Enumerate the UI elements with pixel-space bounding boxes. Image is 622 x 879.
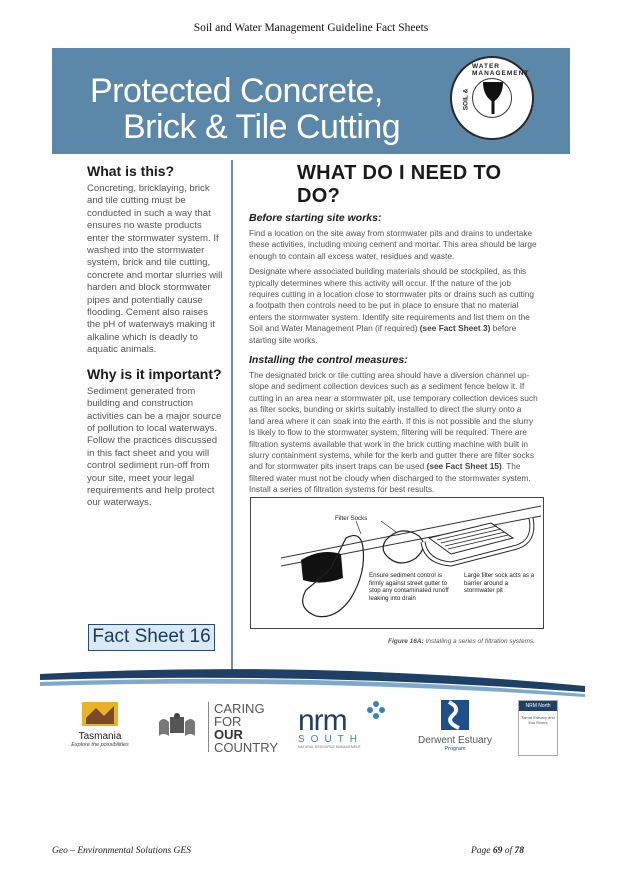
- derwent-sub: Program: [444, 746, 466, 752]
- caring-for-our-country-logo: [208, 701, 279, 755]
- partner-logos: [0, 690, 622, 760]
- australian-government-crest-icon: [155, 712, 199, 742]
- figure-caption: Figure 16A: Installing a series of filtration systems.: [388, 638, 536, 645]
- nrm-north-tamar-logo: [518, 700, 558, 756]
- filter-socks-drawing: [251, 498, 543, 628]
- derwent-name: Derwent Estuary: [418, 735, 492, 746]
- left-column: [87, 163, 223, 519]
- right-column: [249, 162, 539, 500]
- label-large-filter-sock: Large filter sock acts as a barrier around a stormwater pit: [464, 572, 535, 594]
- page-header: Soil and Water Management Guideline Fact Sheets: [193, 22, 429, 34]
- caring-line-3: OUR: [214, 727, 243, 742]
- fact-sheet-15-ref: (see Fact Sheet 15): [426, 461, 502, 472]
- fact-sheet-label: Fact Sheet 16: [88, 624, 215, 651]
- derwent-estuary-logo: [415, 700, 495, 752]
- caring-line-1: CARING: [214, 701, 265, 716]
- footer-page-number: Page 69 of 78: [470, 846, 524, 856]
- before-heading: Before starting site works:: [249, 212, 382, 224]
- tasmania-logo: [70, 698, 130, 748]
- soil-water-management-logo: [450, 56, 534, 140]
- why-heading: Why is it important?: [87, 365, 222, 382]
- shovel-icon: [480, 80, 506, 116]
- footer-organization: Geo – Environmental Solutions GES: [52, 846, 191, 856]
- nrm-small: NATURAL RESOURCE MANAGEMENT: [298, 745, 361, 749]
- tasmania-tagline: Explore the possibilities: [71, 742, 129, 748]
- what-heading: What is this?: [87, 163, 175, 179]
- before-paragraph-2: Designate where associated building materials should be stockpiled, as this typically determines where this activity will occur. If the nature of the job requires cutting in a location close to stormwater pits or drains such as cutting a footpath then controls need to be put in place to ensure that no material enters the stormwater system. Identify site requirements and list them on the Soil and Water Management Plan (if required) (see Fact Sheet 3) before starting site works.: [249, 266, 534, 345]
- caring-line-4: COUNTRY: [214, 740, 279, 755]
- nrm-main: nrm: [298, 704, 347, 737]
- tasmania-name: Tasmania: [78, 731, 122, 742]
- before-paragraph-1: Find a location on the site away from stormwater pits and drains to undertake these activities, including mixing cement and mortar. This area should be large enough to contain all excess water, residues and waste.: [249, 228, 537, 261]
- title-line-1: Protected Concrete,: [90, 72, 383, 110]
- label-sediment-control: Ensure sediment control is firmly against street gutter to stop any contaminated runoff leaking into drain: [369, 572, 449, 602]
- tasmanian-tiger-icon: [80, 698, 120, 728]
- filtration-illustration: [250, 497, 544, 629]
- why-text: Sediment generated from building and construction activities can be a major source of pollution to local waterways. Follow the practices discussed in this fact sheet and you will control sediment run-off from your site, meet your legal requirements and help protect our waterways.: [87, 385, 222, 509]
- derwent-river-icon: [441, 700, 469, 730]
- nrm-north-label: NRM North: [519, 701, 557, 711]
- title-banner: [52, 48, 570, 154]
- what-text: Concreting, bricklaying, brick and tile cutting must be conducted in such a way that ensures no waste products enter the stormwater system. If washed into the stormwater system, brick and tile cutting, concrete and mortar slurries will harden and block stormwater pipes and potentially cause flooding. Cement also raises the pH of waterways making it alkaline which is deadly to aquatic animals.: [87, 183, 223, 356]
- nrm-sub: SOUTH: [298, 734, 363, 745]
- label-filter-socks: Filter Socks: [335, 515, 368, 522]
- column-divider: [231, 160, 233, 670]
- main-heading: WHAT DO I NEED TO DO?: [297, 162, 502, 207]
- install-paragraph: The designated brick or tile cutting area should have a diversion channel up-slope and sediment collection devices such as a sediment fence below it. If cutting in an area near a stormwater pit, use temporary collection devices such as filter socks, bunding or skirts suitably installed to direct the slurry onto a land area where it can soak into the earth. If this is not possible and the slurry is likely to flow to the stormwater system, filtering will be required. There are filtration systems available that work in the brick cutting machine with built in slurry containment systems, while for the kerb and gutter there are filter socks and for stormwater pits insert traps can be used (see Fact Sheet 15). The filtered water must not be cloudy when discharged to the stormwater system. Install a series of filtration systems for best results.: [249, 370, 538, 495]
- tamar-text: Tamar Estuary and Esk Rivers: [521, 715, 555, 725]
- caring-line-2: FOR: [214, 714, 242, 729]
- title-line-2: Brick & Tile Cutting: [123, 108, 401, 146]
- install-heading: Installing the control measures:: [249, 354, 408, 367]
- fact-sheet-3-ref: (see Fact Sheet 3): [419, 323, 491, 334]
- flower-icon: [366, 700, 386, 720]
- logo-text-top: WATER MANAGEMENT: [472, 63, 530, 77]
- logo-text-side: SOIL &: [462, 88, 470, 111]
